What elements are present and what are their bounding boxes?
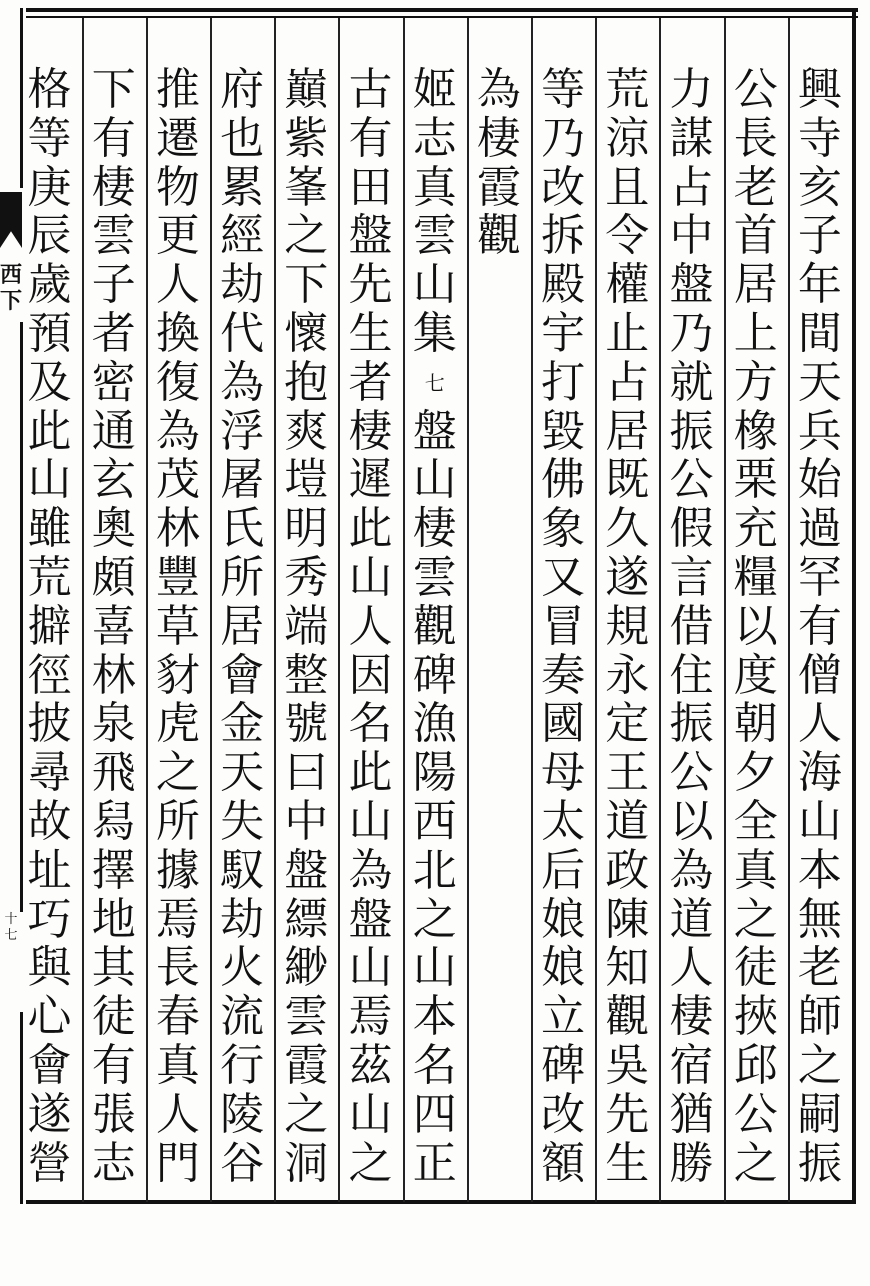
text-column: 荒 涼 且 令 權 止 占 居 既 久 遂 規 永 定 王 道 政 陳 知 觀 吳 先 生 xyxy=(605,64,650,1189)
text-column: 公 長 老 首 居 上 方 橡 栗 充 糧 以 度 朝 夕 全 真 之 徒 挾 邱 公 之 xyxy=(733,64,778,1189)
column-divider xyxy=(146,18,148,1202)
folio-char: 七 xyxy=(4,928,18,943)
margin-title xyxy=(0,262,22,314)
column-divider xyxy=(403,18,405,1202)
frame-right-border xyxy=(852,8,856,1204)
text-column: 力 謀 占 中 盤 乃 就 振 公 假 言 借 住 振 公 以 為 道 人 棲 宿 猶 勝 xyxy=(669,64,714,1189)
text-column: 姬 志 真 雲 山 集 七 盤 山 棲 雲 觀 碑 漁 陽 西 北 之 山 本 名 四 正 xyxy=(412,64,457,1189)
frame-top-inner-border xyxy=(26,16,858,18)
frame-top-border xyxy=(26,8,858,12)
column-divider xyxy=(82,18,84,1202)
column-divider xyxy=(467,18,469,1202)
margin-title-char: 下 xyxy=(0,288,23,314)
fishtail-mark xyxy=(0,192,22,248)
text-column: 巔 紫 峯 之 下 懷 抱 爽 塏 明 秀 端 整 號 曰 中 盤 縹 緲 雲 霞 之 洞 xyxy=(284,64,329,1189)
column-divider xyxy=(595,18,597,1202)
text-column: 古 有 田 盤 先 生 者 棲 遲 此 山 人 因 名 此 山 為 盤 山 焉 茲 山 之 xyxy=(348,64,393,1189)
margin-title-char: 西 xyxy=(0,262,23,288)
text-column: 等 乃 改 拆 殿 宇 打 毀 佛 象 又 冒 奏 國 母 太 后 娘 娘 立 碑 改 額 xyxy=(541,64,586,1189)
column-divider xyxy=(274,18,276,1202)
column-divider xyxy=(788,18,790,1202)
folio-char: 十 xyxy=(4,912,18,927)
text-column: 格 等 庚 辰 歲 預 及 此 山 雖 荒 擗 徑 披 尋 故 址 巧 與 心 會 遂 營 xyxy=(27,64,72,1189)
folio-number xyxy=(0,912,22,944)
text-column: 興 寺 亥 子 年 間 天 兵 始 過 罕 有 僧 人 海 山 本 無 老 師 之 嗣 振 xyxy=(797,64,842,1189)
column-divider xyxy=(724,18,726,1202)
text-column: 推 遷 物 更 人 換 復 為 茂 林 豐 草 豺 虎 之 所 據 焉 長 春 真 人 門 xyxy=(155,64,200,1189)
column-divider xyxy=(338,18,340,1202)
column-divider xyxy=(531,18,533,1202)
text-column: 府 也 累 經 劫 代 為 浮 屠 氏 所 居 會 金 天 失 馭 劫 火 流 行 陵 谷 xyxy=(220,64,265,1189)
text-column: 下 有 棲 雲 子 者 密 通 玄 奧 頗 喜 林 泉 飛 舄 擇 地 其 徒 有 張 志 xyxy=(91,64,136,1189)
frame-bottom-border xyxy=(26,1200,856,1204)
column-divider xyxy=(659,18,661,1202)
column-divider xyxy=(210,18,212,1202)
text-column: 為 棲 霞 觀 xyxy=(476,64,521,262)
